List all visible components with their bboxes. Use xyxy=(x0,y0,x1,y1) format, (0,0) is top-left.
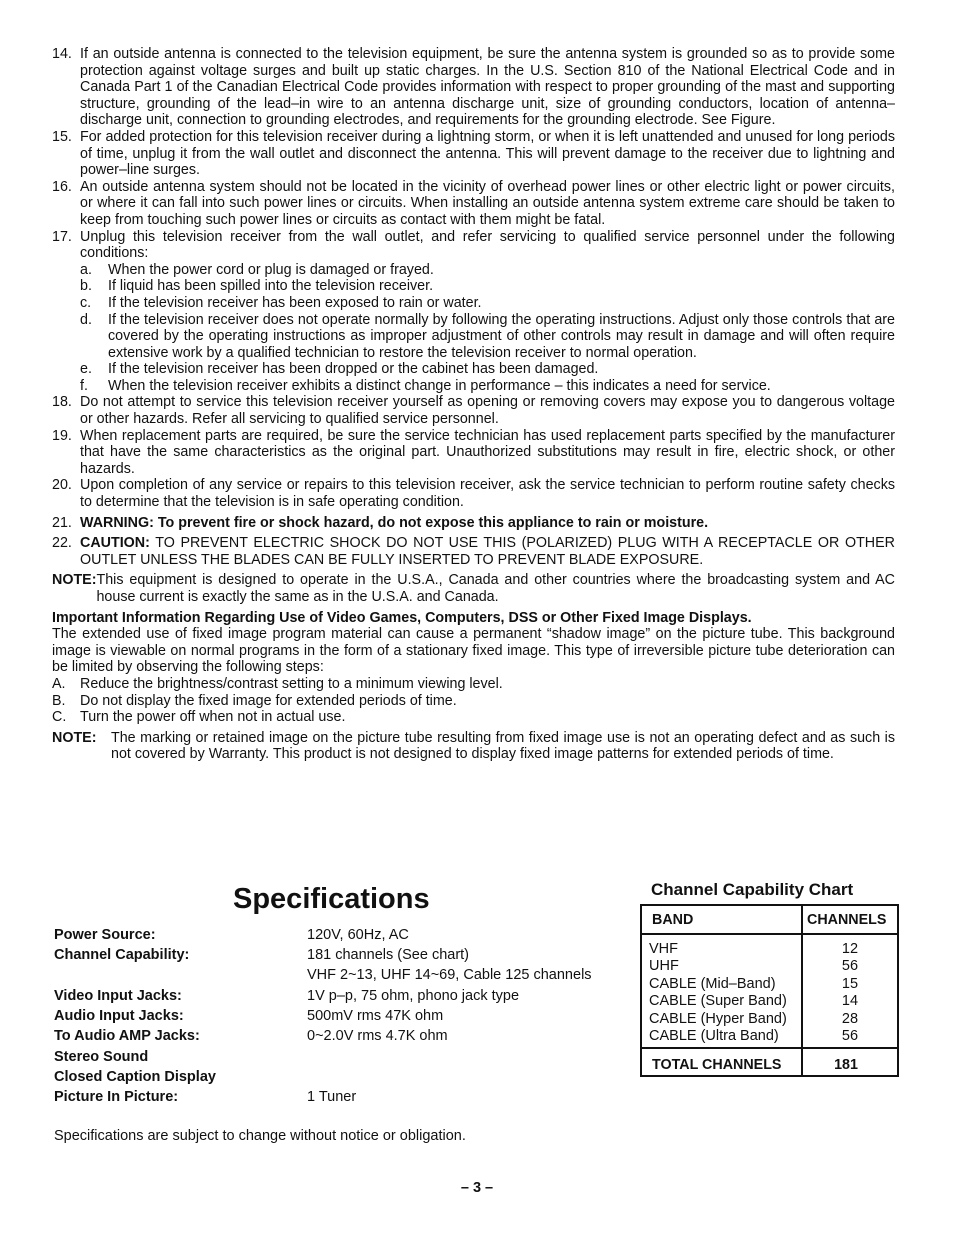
condition-b: b. If liquid has been spilled into the television receiver. xyxy=(80,278,434,295)
band-cable-ultra: CABLE (Ultra Band) xyxy=(649,1028,779,1044)
band-uhf: UHF xyxy=(649,958,679,974)
safety-item-14: 14. If an outside antenna is connected to the television equipment, be sure the antenna system is grounded so as to provide some protection against voltage surges and built up static charges. In the U.S. Section 810 of the National Electrical Code and in Canada Part 1 of the Canadian Electrical Code provides information with respect to proper grounding of the mast and supporting structure, grounding of the lead–in wire to an antenna discharge unit, size of grounding conductors, location of antenna–discharge unit, connection to grounding electrodes, and requirements for the grounding electrode. See Figure. xyxy=(52,46,895,129)
table-total-divider xyxy=(642,1047,897,1049)
band-cable-mid: CABLE (Mid–Band) xyxy=(649,976,776,992)
total-channels-value: 181 xyxy=(834,1057,858,1073)
band-cable-hyper: CABLE (Hyper Band) xyxy=(649,1011,787,1027)
total-channels-label: TOTAL CHANNELS xyxy=(652,1057,782,1073)
band-cable-super: CABLE (Super Band) xyxy=(649,993,787,1009)
specifications-title: Specifications xyxy=(233,883,430,915)
warning-item-21: 21. WARNING: To prevent fire or shock hazard, do not expose this appliance to rain or moisture. xyxy=(52,514,709,531)
channels-vhf: 12 xyxy=(841,941,859,957)
caution-item-22: 22. CAUTION: TO PREVENT ELECTRIC SHOCK DO NOT USE THIS (POLARIZED) PLUG WITH A RECEPTACLE OR OTHER OUTLET UNLESS THE BLADES CAN BE FULLY INSERTED TO PREVENT BLADE EXPOSURE. xyxy=(52,535,895,568)
safety-instructions xyxy=(52,46,895,763)
safety-item-19: 19. When replacement parts are required, be sure the service technician has used replacement parts specified by the manufacturer that have the same characteristics as the original part. Unauthorized substitutions may result in fire, electric shock, or other hazards. xyxy=(52,427,895,477)
step-c: C. Turn the power off when not in actual use. xyxy=(52,709,346,726)
step-a: A. Reduce the brightness/contrast setting to a minimum viewing level. xyxy=(52,675,503,692)
spec-row-audio-input: Audio Input Jacks: 500mV rms 47K ohm xyxy=(54,1008,444,1024)
spec-row-stereo: Stereo Sound xyxy=(54,1049,149,1065)
header-channels: CHANNELS xyxy=(807,912,887,928)
page-number: – 3 – xyxy=(460,1180,494,1196)
specifications-footer: Specifications are subject to change without notice or obligation. xyxy=(54,1128,466,1144)
channel-table-header xyxy=(642,906,897,935)
safety-item-20: 20. Upon completion of any service or repairs to this television receiver, ask the service technician to perform routine safety checks to determine that the television is in safe operating condition. xyxy=(52,477,895,511)
spec-row-video-input: Video Input Jacks: 1V p–p, 75 ohm, phono jack type xyxy=(54,988,520,1004)
header-band: BAND xyxy=(652,912,694,928)
important-body: The extended use of fixed image program material can cause a permanent “shadow image” on the picture tube. This background image is viewable on normal programs in the form of a stationary fixed image. This type of irreversible picture tube deterioration can be limited by observing the following steps: xyxy=(52,626,895,676)
safety-item-18: 18. Do not attempt to service this television receiver yourself as opening or removing covers may expose you to dangerous voltage or other hazards. Refer all servicing to qualified service personnel. xyxy=(52,394,895,428)
condition-c: c. If the television receiver has been exposed to rain or water. xyxy=(80,294,482,311)
channel-chart-title: Channel Capability Chart xyxy=(651,880,854,899)
step-b: B. Do not display the fixed image for extended periods of time. xyxy=(52,692,457,709)
band-vhf: VHF xyxy=(649,941,678,957)
safety-item-15: 15. For added protection for this television receiver during a lightning storm, or when it is left unattended and unused for long periods of time, unplug it from the wall outlet and disconnect the antenna. This will prevent damage to the receiver due to lightning and power–line surges. xyxy=(52,128,895,179)
important-heading: Important Information Regarding Use of Video Games, Computers, DSS or Other Fixed Image Displays. xyxy=(52,609,752,626)
caution-text: TO PREVENT ELECTRIC SHOCK DO NOT USE THIS (POLARIZED) PLUG WITH A RECEPTACLE OR OTHER OUTLET UNLESS THE BLADES CAN BE FULLY INSERTED TO PREVENT BLADE EXPOSURE. xyxy=(80,535,895,568)
spec-row-pip: Picture In Picture: 1 Tuner xyxy=(54,1089,357,1105)
channel-capability-table xyxy=(640,904,899,1077)
channels-cable-hyper: 28 xyxy=(841,1011,859,1027)
note-broadcast: NOTE: This equipment is designed to operate in the U.S.A., Canada and other countries where the broadcasting system and AC house current is exactly the same as in the U.S.A. and Canada. xyxy=(52,572,895,605)
condition-e: e. If the television receiver has been dropped or the cabinet has been damaged. xyxy=(80,361,599,378)
spec-row-power: Power Source: 120V, 60Hz, AC xyxy=(54,927,409,943)
channels-cable-ultra: 56 xyxy=(841,1028,859,1044)
condition-d: d. If the television receiver does not operate normally by following the operating instructions. Adjust only those controls that are covered by the operating instructions as improper adjustment of other controls may result in damage and will often require extensive work by a qualified technician to restore the television receiver to normal operation. xyxy=(80,311,895,361)
safety-item-16: 16. An outside antenna system should not be located in the vicinity of overhead power lines or other electric light or power circuits, or where it can fall into such power lines or circuits. When installing an outside antenna system extreme care should be taken to keep from touching such power lines or circuits as contact with them might be fatal. xyxy=(52,178,895,228)
spec-row-channel: Channel Capability: 181 channels (See chart) xyxy=(54,947,470,963)
channels-uhf: 56 xyxy=(841,958,859,974)
note-fixed-image: NOTE: The marking or retained image on the picture tube resulting from fixed image use is not an operating defect and as such is not covered by Warranty. This product is not designed to display fixed image patterns for extended periods of time. xyxy=(52,729,895,763)
channels-cable-super: 14 xyxy=(841,993,859,1009)
condition-f: f. When the television receiver exhibits a distinct change in performance – this indicates a need for service. xyxy=(80,377,771,394)
spec-row-audio-amp: To Audio AMP Jacks: 0~2.0V rms 4.7K ohm xyxy=(54,1028,448,1044)
condition-a: a. When the power cord or plug is damaged or frayed. xyxy=(80,261,434,278)
spec-row-channel-detail: VHF 2~13, UHF 14~69, Cable 125 channels xyxy=(307,967,592,983)
channels-cable-mid: 15 xyxy=(841,976,859,992)
spec-row-closed-caption: Closed Caption Display xyxy=(54,1069,216,1085)
caution-label: CAUTION: xyxy=(80,535,150,552)
safety-item-17: 17. Unplug this television receiver from the wall outlet, and refer servicing to qualified service personnel under the following conditions: xyxy=(52,228,895,262)
